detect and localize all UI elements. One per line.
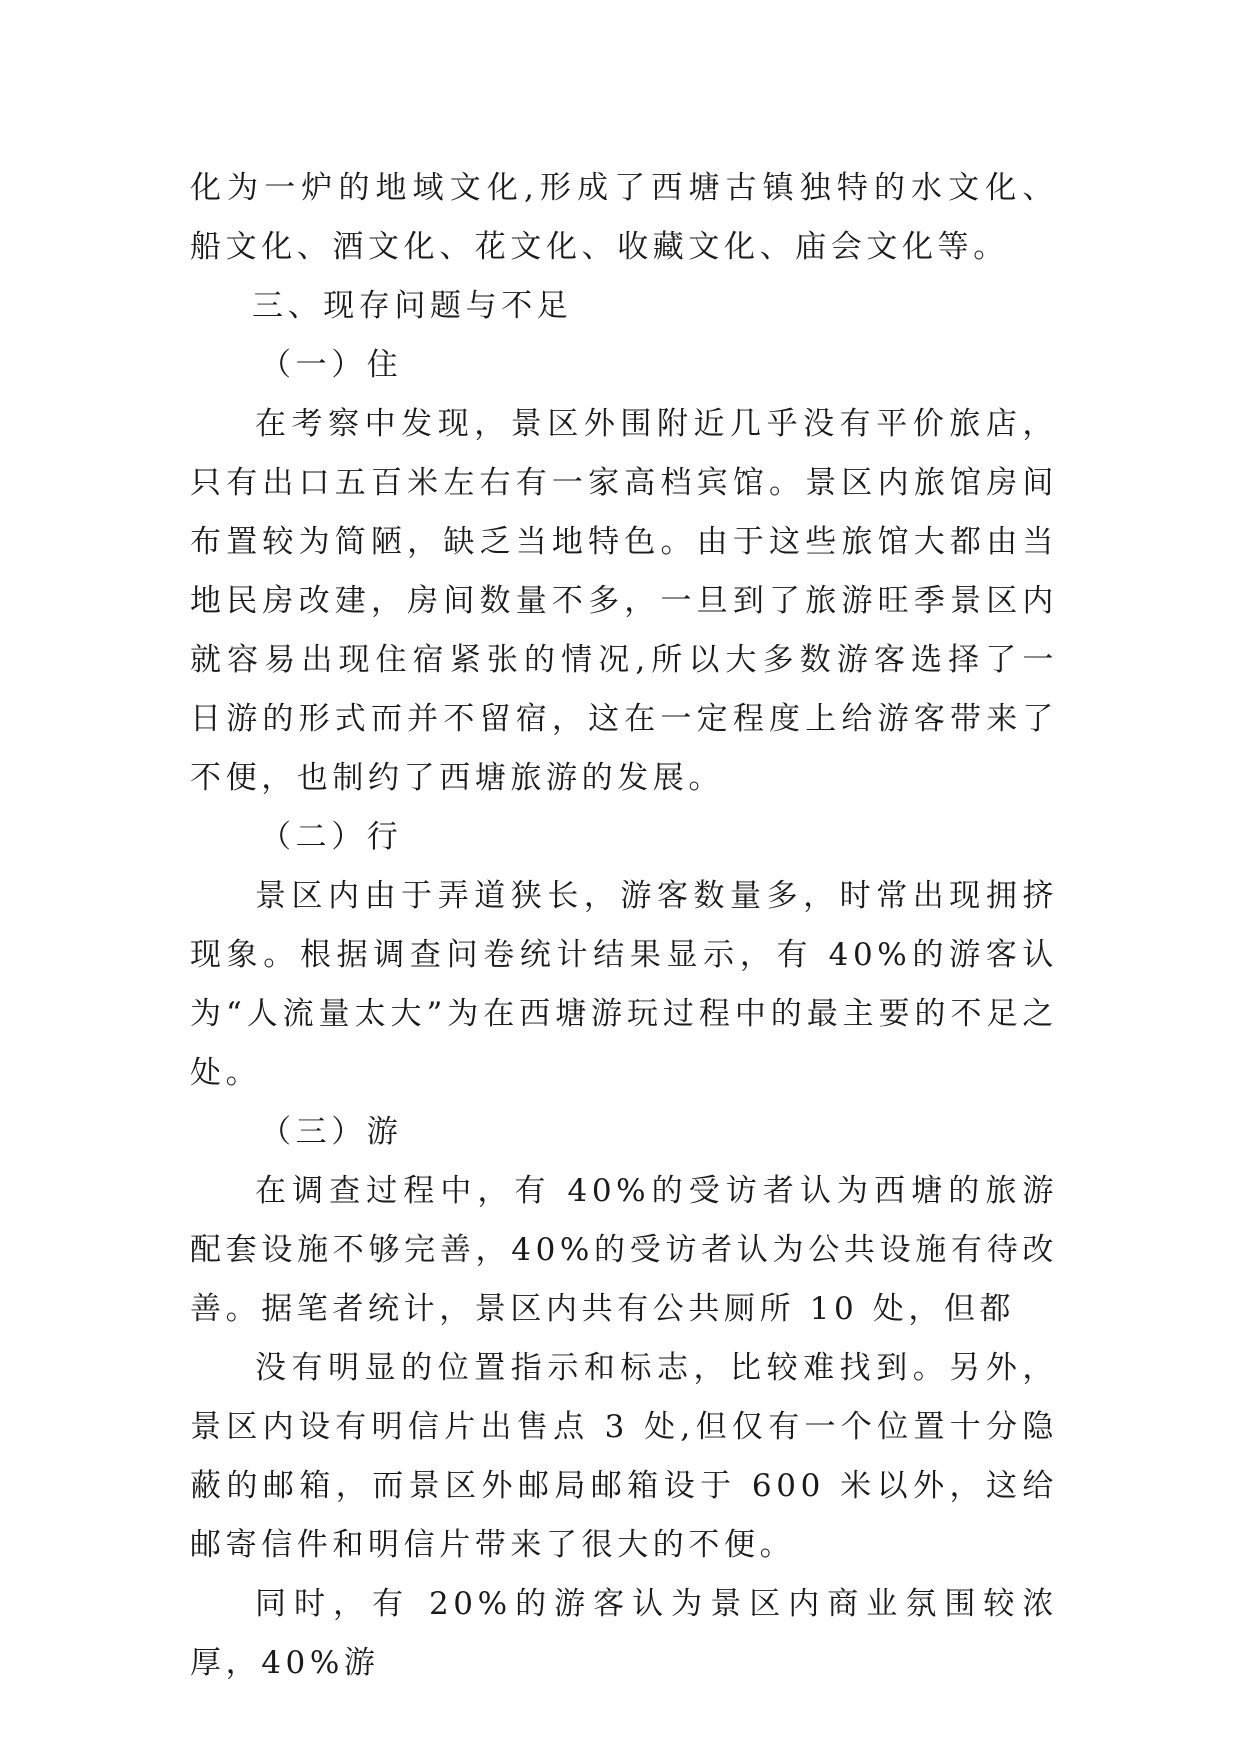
document-body: [190, 159, 1058, 1693]
paragraph-postal: 没有明显的位置指示和标志，比较难找到。另外，景区内设有明信片出售点 3 处,但仅有一个位置十分隐蔽的邮箱，而景区外邮局邮箱设于 600 米以外，这给邮寄信件和明信片带来了很大的不便。: [190, 1350, 1058, 1563]
paragraph-commercial: 同时，有 20%的游客认为景区内商业氛围较浓厚，40%游: [190, 1586, 1058, 1681]
paragraph-transport: 景区内由于弄道狭长，游客数量多，时常出现拥挤现象。根据调查问卷统计结果显示，有 40%的游客认为“人流量太大”为在西塘游玩过程中的最主要的不足之处。: [190, 878, 1058, 1091]
paragraph-facilities: 在调查过程中，有 40%的受访者认为西塘的旅游配套设施不够完善，40%的受访者认为公共设施有待改善。据笔者统计，景区内共有公共厕所 10 处，但都: [190, 1173, 1058, 1327]
subsection-heading-lodging: （一）住: [260, 347, 403, 383]
paragraph-continued-culture: 化为一炉的地域文化,形成了西塘古镇独特的水文化、船文化、酒文化、花文化、收藏文化、庙会文化等。: [190, 170, 1058, 265]
subsection-heading-touring: （三）游: [260, 1114, 403, 1150]
paragraph-lodging: 在考察中发现，景区外围附近几乎没有平价旅店，只有出口五百米左右有一家高档宾馆。景区内旅馆房间布置较为简陋，缺乏当地特色。由于这些旅馆大都由当地民房改建，房间数量不多，一旦到了旅游旺季景区内就容易出现住宿紧张的情况,所以大多数游客选择了一日游的形式而并不留宿，这在一定程度上给游客带来了不便，也制约了西塘旅游的发展。: [190, 406, 1058, 796]
section-heading-problems: 三、现存问题与不足: [252, 288, 573, 324]
subsection-heading-transport: （二）行: [260, 819, 403, 855]
